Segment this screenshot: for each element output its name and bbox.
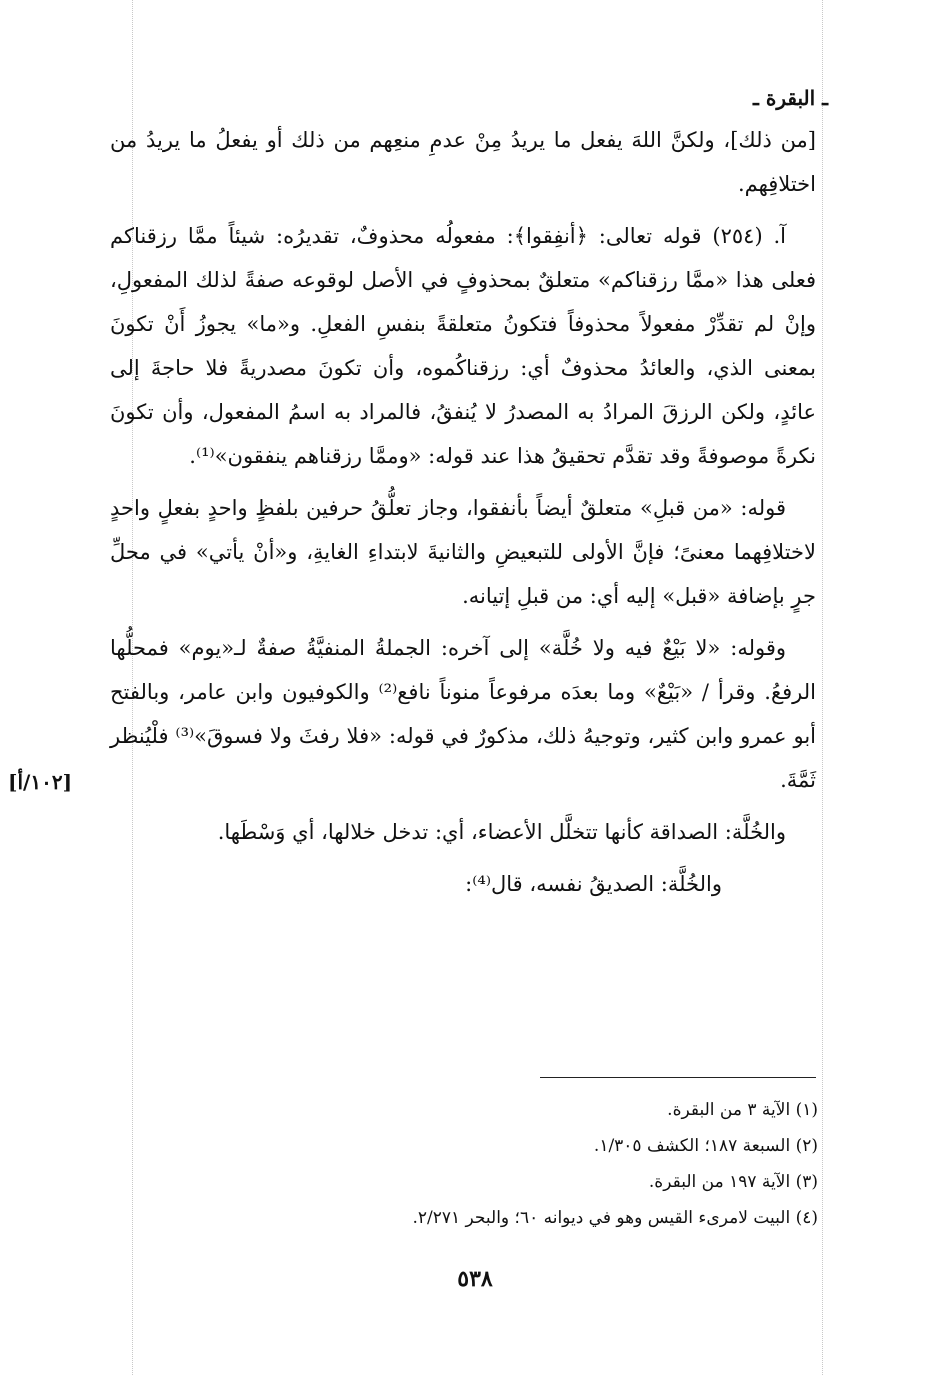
paragraph: قوله: «من قبلِ» متعلقٌ أيضاً بأنفقوا، وجاز تعلُّقُ حرفين بلفظٍ واحدٍ بفعلٍ واحدٍ لاختلافِهما معنىً؛ فإنَّ الأولى للتبعيضِ والثانيةَ لابتداءِ الغايةِ، و«أنْ يأتي» في محلِّ جرٍ بإضافة «قبل» إليه أي: من قبلِ إتيانه.: [110, 496, 816, 608]
paragraph: والخُلَّة: الصداقة كأنها تتخلَّل الأعضاء، أي: تدخل خلالها، أي وَسْطَها.: [217, 820, 786, 844]
paragraph: [من ذلك]، ولكنَّ اللهَ يفعل ما يريدُ مِنْ عدمِ منعِهم من ذلك أو يفعلُ ما يريدُ من اختلافِهم.: [110, 128, 816, 196]
footnote: (٤) البيت لامرىء القيس وهو في ديوانه ٦٠؛ والبحر ٢/٢٧١.: [412, 1208, 818, 1228]
manuscript-folio-marker: [١٠٢/أ]: [8, 770, 73, 794]
paragraph: والخُلَّة: الصديقُ نفسه، قال⁽⁴⁾:: [465, 872, 722, 896]
page-number: ٥٣٨: [457, 1266, 493, 1292]
running-header: ـ البقرة ـ: [753, 86, 828, 110]
paragraph: وقوله: «لا بَيْعٌ فيه ولا خُلَّة» إلى آخره: الجملةُ المنفيَّةُ صفةٌ لـ«يوم» فمحلُّها الرفعُ. وقرأ / «بَيْعٌ» وما بعدَه مرفوعاً منوناً نافع⁽²⁾ والكوفيون وابن عامر، وبالفتح أبو عمرو وابن كثير، وتوجيهُ ذلك، مذكورٌ في قوله: «فلا رفثَ ولا فسوقَ»⁽³⁾ فلْيُنظر ثَمَّةَ.: [110, 636, 817, 792]
scan-artifact-line: [822, 0, 823, 1375]
footnote: (٣) الآية ١٩٧ من البقرة.: [648, 1172, 818, 1192]
footnote-divider: [540, 1077, 816, 1078]
footnote: (١) الآية ٣ من البقرة.: [667, 1100, 818, 1120]
paragraph: آ. (٢٥٤) قوله تعالى: ﴿أنفِقوا﴾: مفعولُه محذوفٌ، تقديرُه: شيئاً ممَّا رزقناكم فعلى هذا «ممَّا رزقناكم» متعلقٌ بمحذوفٍ في الأصل لوقوعه صفةً لذلك المفعولِ، وإنْ لم تقدِّرْ مفعولاً محذوفاً فتكونُ متعلقةً بنفسِ الفعلِ. و«ما» يجوزُ أَنْ تكونَ بمعنى الذي، والعائدُ محذوفٌ أي: رزقناكُموه، وأن تكونَ مصدريةً فلا حاجةَ إلى عائدٍ، ولكن الرزقَ المرادُ به المصدرُ لا يُنفقُ، فالمراد به اسمُ المفعول، وأن تكونَ نكرةً موصوفةً وقد تقدَّم تحقيقُ هذا عند قوله: «وممَّا رزقناهم ينفقون»⁽¹⁾.: [110, 224, 816, 468]
footnotes: [298, 1092, 818, 1236]
footnote: (٢) السبعة ١٨٧؛ الكشف ١/٣٠٥.: [593, 1136, 818, 1156]
main-text: [110, 118, 816, 914]
